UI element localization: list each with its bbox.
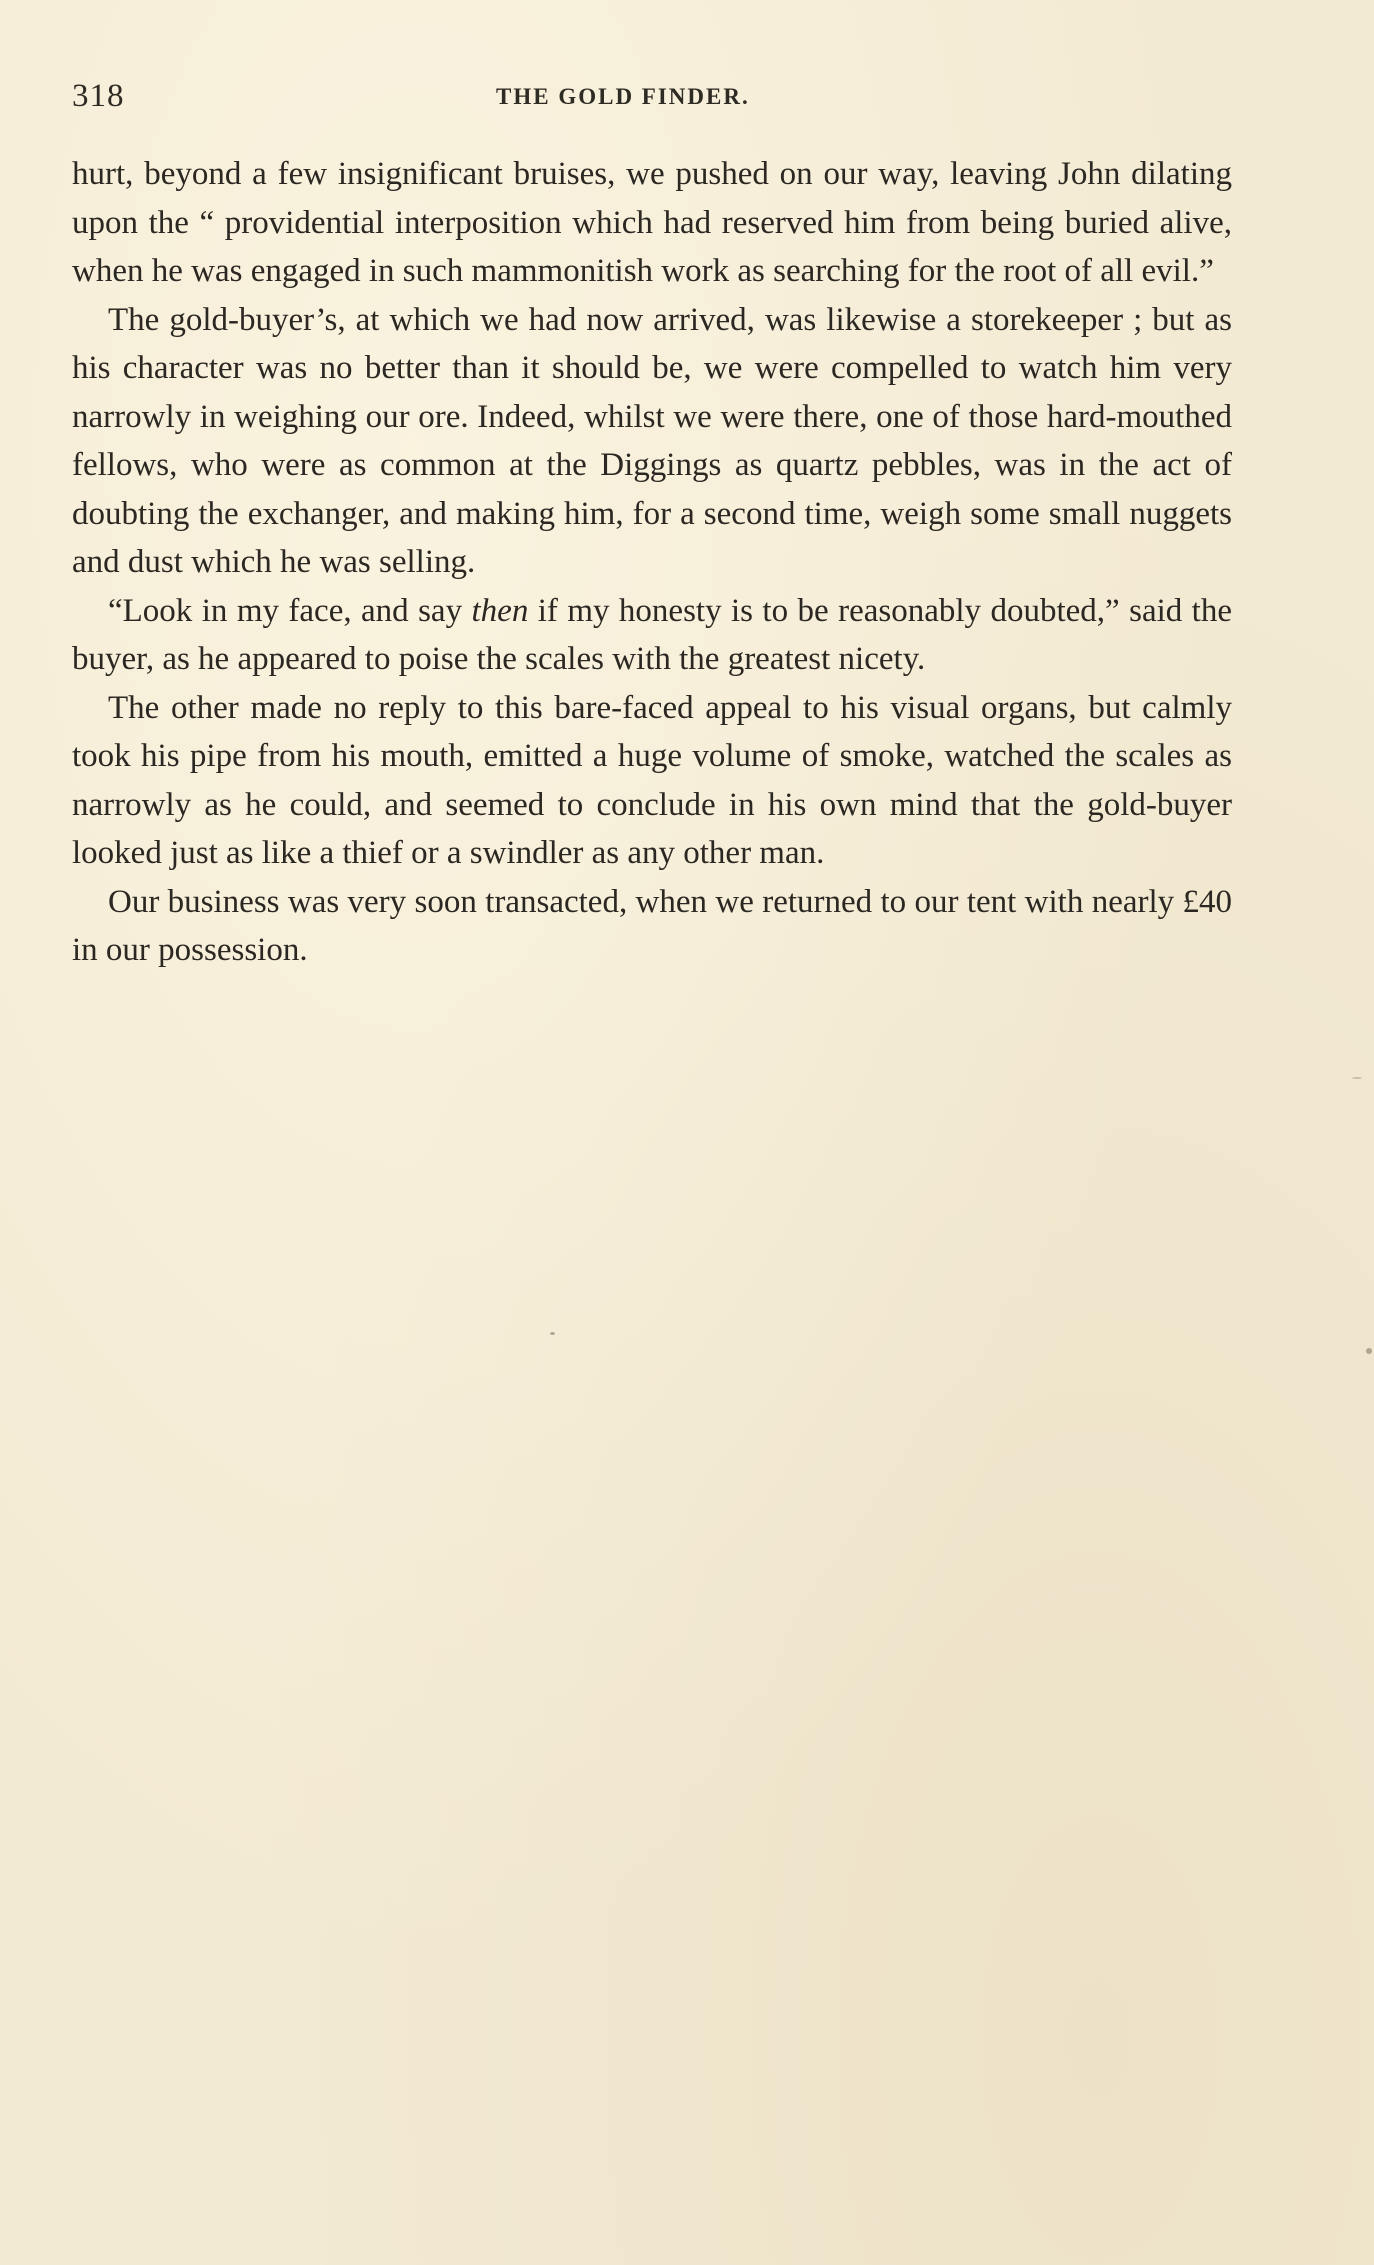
paragraph: The gold-buyer’s, at which we had now arrived, was likewise a storekeeper ; but as his character was no better than it should be, we were compelled to watch him very narrowly in weighing our ore. Indeed, whilst we were there, one of those hard-mouthed fellows, who were as common at the Diggings as quartz pebbles, was in the act of doubting the exchanger, and making him, for a second time, weigh some small nuggets and dust which he was selling. — [72, 301, 1232, 580]
running-head — [72, 78, 1232, 118]
running-title: THE GOLD FINDER. — [496, 84, 750, 109]
paper-speck — [550, 1332, 555, 1335]
italic-word: then — [471, 592, 529, 629]
paragraph: The other made no reply to this bare-faced appeal to his visual organs, but calmly took his pipe from his mouth, emitted a huge volume of smoke, watched the scales as narrowly as he could, and seemed to conclude in his own mind that the gold-buyer looked just as like a thief or a swindler as any other man. — [72, 689, 1232, 871]
paper-speck — [1366, 1348, 1372, 1354]
paragraph: Our business was very soon transacted, when we returned to our tent with nearly £40 in our possession. — [72, 883, 1232, 968]
paragraph — [72, 587, 1232, 684]
paragraph: hurt, beyond a few insignificant bruises, we pushed on our way, leaving John dilating upon the “ providential interposition which had reserved him from being buried alive, when he was engaged in such mammonitish work as searching for the root of all evil.” — [72, 156, 1232, 289]
paragraph-text: “Look in my face, and say — [108, 592, 472, 629]
page-number: 318 — [72, 78, 125, 114]
body-text — [72, 150, 1232, 975]
paragraph-text: if my honesty is to be reasonably doubted,” said the buyer, as he appeared to poise the scales with the greatest nicety. — [72, 592, 1232, 677]
paper-speck — [1352, 1077, 1362, 1079]
